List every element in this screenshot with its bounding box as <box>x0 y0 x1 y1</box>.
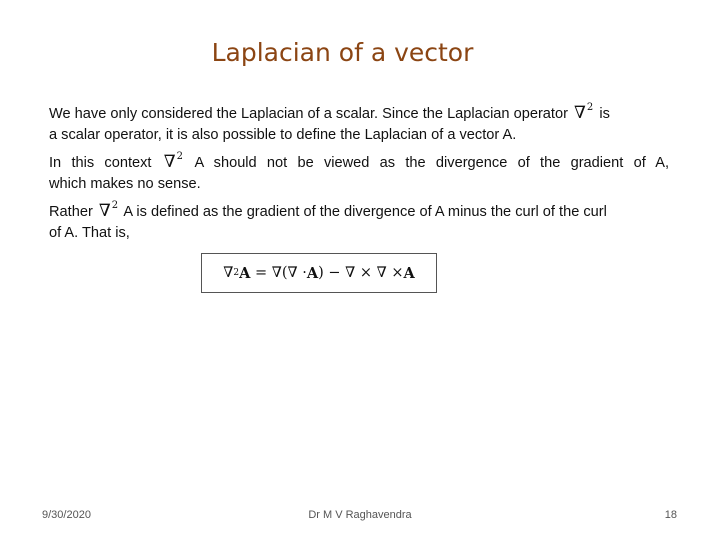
nabla-squared-symbol: ∇$^2$ <box>163 151 183 172</box>
eq-term1-open: ∇(∇ · <box>271 265 307 281</box>
footer-page-number: 18 <box>664 509 677 521</box>
eq-lhs-var: A <box>239 264 251 282</box>
eq-term2-ops: ∇ × ∇ × <box>345 265 404 281</box>
text-segment: A is defined as the gradient of the divergence of A minus the curl of the curl <box>123 204 607 220</box>
text-segment: A should not be viewed as the divergence of the gradient of A, <box>194 155 670 171</box>
text-segment: is <box>599 106 610 122</box>
slide-title: Laplacian of a vector <box>211 38 474 67</box>
nabla-squared-symbol: ∇$^2$ <box>98 200 119 221</box>
text-line-2: a scalar operator, it is also possible to define the Laplacian of a vector A. <box>49 127 517 143</box>
body-text <box>49 97 669 244</box>
eq-minus: − <box>328 265 341 281</box>
eq-term1-var: A <box>306 264 319 282</box>
text-segment: Rather <box>49 204 93 220</box>
text-line-6: of A. That is, <box>49 225 130 241</box>
text-line-1 <box>49 97 669 125</box>
text-line-4: which makes no sense. <box>49 176 201 192</box>
text-line-3 <box>49 146 669 174</box>
footer-date: 9/30/2020 <box>42 509 91 521</box>
text-segment: In this context <box>49 155 152 171</box>
eq-lhs-power: 2 <box>233 268 240 278</box>
vector-laplacian-equation <box>201 253 437 293</box>
footer-author: Dr M V Raghavendra <box>308 509 412 521</box>
nabla-squared-symbol: ∇$^2$ <box>574 102 594 123</box>
eq-term1-close: ) <box>318 265 324 281</box>
eq-term2-var: A <box>403 264 415 282</box>
text-line-5 <box>49 195 669 223</box>
eq-lhs-operator: ∇ <box>223 265 234 281</box>
eq-equals: = <box>254 265 268 281</box>
text-segment: We have only considered the Laplacian of a scalar. Since the Laplacian operator <box>49 106 568 122</box>
